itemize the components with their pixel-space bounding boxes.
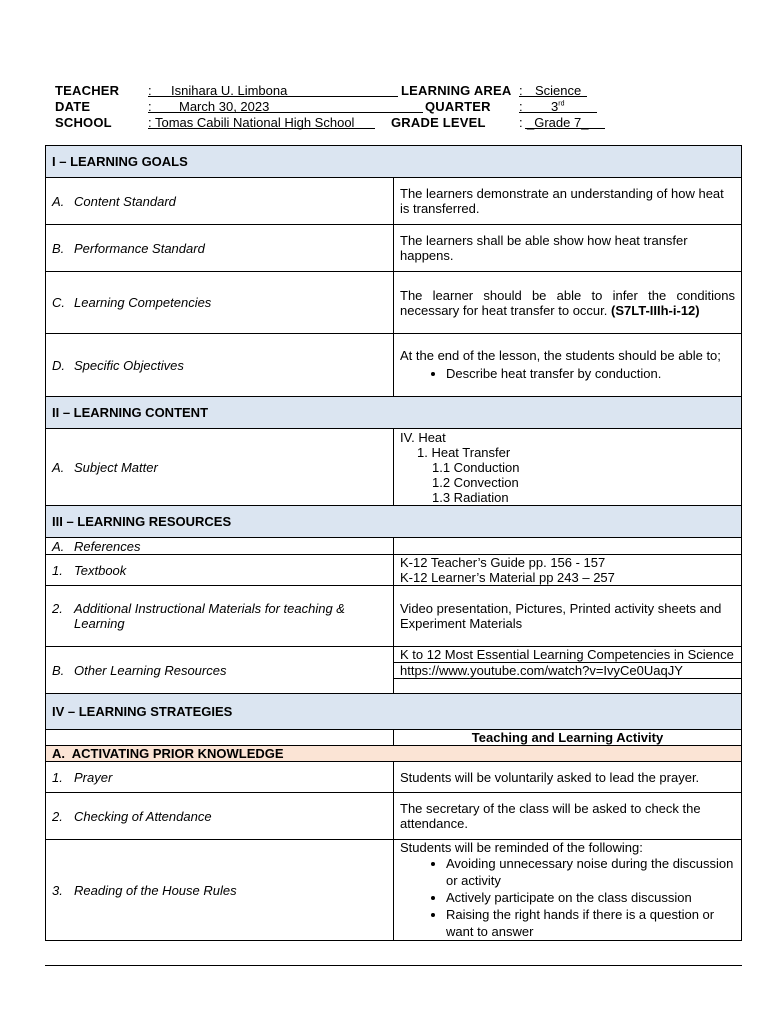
section-title: IV – LEARNING STRATEGIES	[46, 694, 742, 730]
lesson-plan-table	[45, 145, 742, 941]
table-row	[46, 647, 742, 663]
section-learning-resources	[46, 506, 742, 538]
section-title: II – LEARNING CONTENT	[46, 397, 742, 429]
table-row	[46, 762, 742, 793]
row-value: Students will be reminded of the following: • Avoiding unnecessary noise during the discussion or activity • Actively participate on the class discussion • Raising the right hands if there is a question or want to answer	[394, 840, 742, 941]
row-value: K to 12 Most Essential Learning Competencies in Science	[394, 647, 742, 663]
table-row	[46, 555, 742, 586]
table-row	[46, 840, 742, 941]
grade-level-label: GRADE LEVEL	[391, 115, 486, 130]
list-item: • Avoiding unnecessary noise during the discussion or activity	[446, 855, 735, 889]
row-value: The learners demonstrate an understanding of how heat is transferred.	[394, 178, 742, 225]
list-item: • Describe heat transfer by conduction.	[446, 365, 735, 382]
competency-code: (S7LT-IIIh-i-12)	[611, 302, 700, 318]
row-label: A. Content Standard	[46, 178, 394, 225]
resource-link[interactable]: https://www.youtube.com/watch?v=IvyCe0UaqJY	[394, 663, 742, 679]
row-label: 1. Prayer	[46, 762, 394, 793]
table-row	[46, 178, 742, 225]
row-label: 3. Reading of the House Rules	[46, 840, 394, 941]
learning-area-label: LEARNING AREA	[401, 83, 512, 98]
table-row	[46, 586, 742, 647]
table-header-row	[46, 730, 742, 746]
table-row	[46, 334, 742, 397]
row-value: K-12 Teacher’s Guide pp. 156 - 157 K-12 Learner’s Material pp 243 – 257	[394, 555, 742, 586]
row-label: D. Specific Objectives	[46, 334, 394, 397]
table-row	[46, 538, 742, 555]
grade-level-value: _Grade 7_	[527, 115, 589, 130]
row-label: 2. Additional Instructional Materials for teaching & Learning	[46, 586, 394, 647]
list-item: • Raising the right hands if there is a question or want to answer	[446, 906, 735, 940]
table-row	[46, 272, 742, 334]
list-item: • Actively participate on the class discussion	[446, 889, 735, 906]
section-learning-strategies	[46, 694, 742, 730]
column-header: Teaching and Learning Activity	[394, 730, 742, 746]
section-title: I – LEARNING GOALS	[46, 146, 742, 178]
list-item: IV. Heat	[400, 429, 446, 445]
table-row	[46, 225, 742, 272]
row-label: B. Performance Standard	[46, 225, 394, 272]
quarter-value: 3rd	[551, 99, 565, 114]
quarter-label: QUARTER	[425, 99, 491, 114]
row-value: The secretary of the class will be asked to check the attendance.	[394, 793, 742, 840]
subsection-title: A. ACTIVATING PRIOR KNOWLEDGE	[46, 746, 742, 762]
row-label: A. Subject Matter	[46, 429, 394, 506]
list-item: 1.3 Radiation	[432, 489, 509, 505]
row-value: The learner should be able to infer the conditions necessary for heat transfer to occur. (S7LT-IIIh-i-12)	[394, 272, 742, 334]
section-learning-content	[46, 397, 742, 429]
teacher-label: TEACHER	[55, 83, 120, 98]
header-row-school: SCHOOL : Tomas Cabili National High School GRADE LEVEL : _Grade 7_	[55, 115, 755, 131]
table-row	[46, 429, 742, 506]
row-value: At the end of the lesson, the students should be able to; • Describe heat transfer by conduction.	[394, 334, 742, 397]
header-row-teacher: TEACHER : Isnihara U. Limbona LEARNING AREA : Science	[55, 83, 755, 99]
section-learning-goals	[46, 146, 742, 178]
date-label: DATE	[55, 99, 91, 114]
school-label: SCHOOL	[55, 115, 112, 130]
section-title: III – LEARNING RESOURCES	[46, 506, 742, 538]
row-value	[394, 429, 742, 506]
row-value: Video presentation, Pictures, Printed activity sheets and Experiment Materials	[394, 586, 742, 647]
list-item: 1.2 Convection	[432, 474, 519, 490]
teacher-value: Isnihara U. Limbona	[171, 83, 288, 98]
row-label: A. References	[46, 538, 394, 555]
list-item: 1.1 Conduction	[432, 459, 520, 475]
row-label: C. Learning Competencies	[46, 272, 394, 334]
table-row	[46, 793, 742, 840]
learning-area-value: Science	[535, 83, 582, 98]
school-value: Tomas Cabili National High School	[155, 115, 355, 130]
row-label: 1. Textbook	[46, 555, 394, 586]
row-label: 2. Checking of Attendance	[46, 793, 394, 840]
list-item: 1. Heat Transfer	[417, 444, 511, 460]
header-row-date: DATE : March 30, 2023 QUARTER : 3rd	[55, 99, 755, 115]
row-label: B. Other Learning Resources	[46, 647, 394, 694]
footer-divider	[45, 965, 742, 966]
section-activating-prior-knowledge	[46, 746, 742, 762]
row-value: The learners shall be able show how heat transfer happens.	[394, 225, 742, 272]
row-value: Students will be voluntarily asked to lead the prayer.	[394, 762, 742, 793]
date-value: March 30, 2023	[179, 99, 270, 114]
lesson-header	[55, 83, 755, 131]
